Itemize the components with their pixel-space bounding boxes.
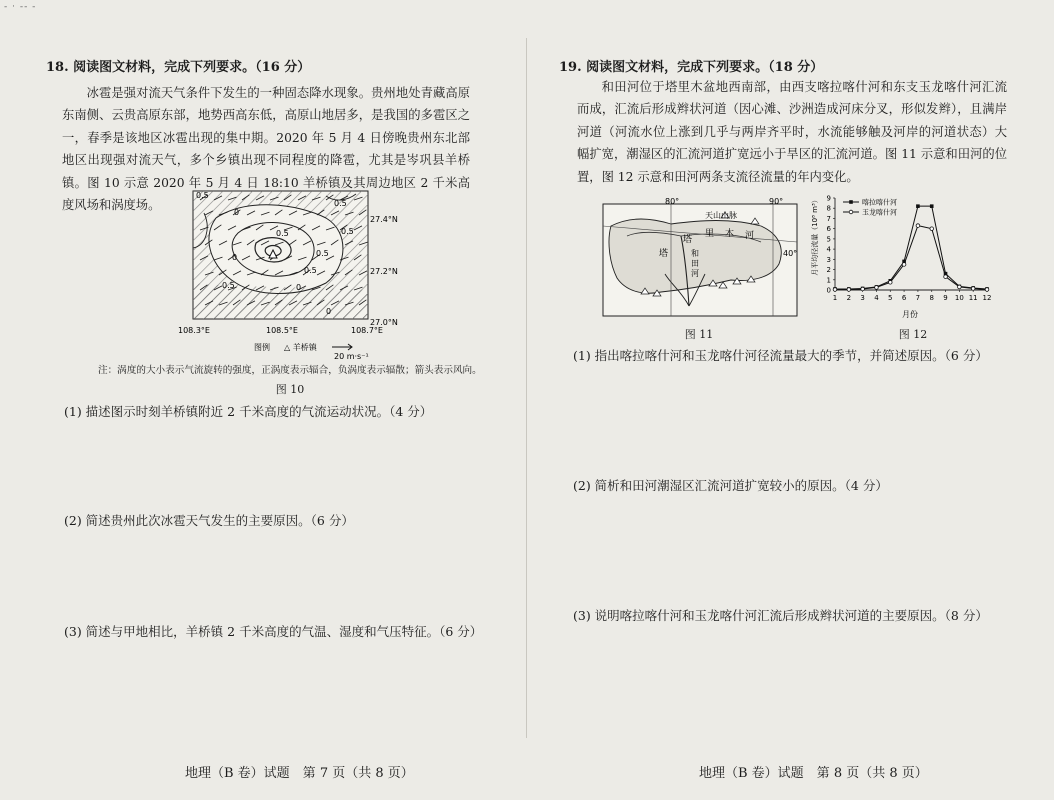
y-tick-label: 0 bbox=[826, 286, 831, 295]
place-label: 塔 bbox=[659, 249, 669, 259]
q19-paragraph: 和田河位于塔里木盆地西南部，由西支喀拉喀什河和东支玉龙喀什河汇流而成，汇流后形成辫状河道（因心滩、沙洲造成河床分叉，形似发辫），且满岸河道（河流水位上涨到几乎与两岸齐平时，水流能够触及河岸的河道状态）大幅扩宽，潮湿区的汇流河道扩宽远小于旱区的汇流河道。图 11 示意和田河的位置，图 12 示意和田河两条支流径流量的年内变化。 bbox=[577, 80, 1007, 184]
figure-10-caption: 图 10 bbox=[275, 383, 305, 396]
lat-label: 27.0°N bbox=[370, 318, 398, 327]
lon-label: 108.5°E bbox=[266, 326, 298, 335]
contour-label: 0.5 bbox=[341, 227, 354, 236]
data-point-square bbox=[916, 204, 920, 208]
legend-scale: 20 m·s⁻¹ bbox=[334, 352, 369, 360]
x-tick-label: 7 bbox=[915, 294, 921, 302]
figure-11-location-map bbox=[601, 196, 801, 320]
contour-label: 0 bbox=[234, 208, 240, 217]
chart-xlabel: 月份 bbox=[902, 310, 918, 319]
y-tick-label: 6 bbox=[826, 225, 831, 234]
place-label: 河 bbox=[745, 231, 755, 241]
figure-10-wind-vorticity-map bbox=[176, 188, 416, 360]
x-tick-label: 8 bbox=[929, 294, 934, 302]
q18-paragraph: 冰雹是强对流天气条件下发生的一种固态降水现象。贵州地处青藏高原东南侧、云贵高原东部，地势西高东低，高原山地居多，是我国的多雹区之一，春季是该地区冰雹出现的集中期。2020 年 5 月 4 日傍晚贵州东北部地区出现强对流天气，多个乡镇出现不同程度的降雹，尤其是岑巩县羊桥镇。图 10 示意 2020 年 5 月 4 日 18:10 羊桥镇及其周边地区 2 千米高度风场和涡度场。 bbox=[62, 86, 470, 213]
data-point-circle bbox=[985, 288, 989, 292]
chart-series bbox=[833, 204, 989, 291]
x-tick-label: 2 bbox=[846, 294, 852, 302]
legend-town: △ 羊桥镇 bbox=[284, 343, 317, 352]
figure-12-runoff-chart bbox=[809, 190, 991, 320]
left-footer: 地理（B 卷）试题 第 7 页（共 8 页） bbox=[185, 766, 414, 781]
data-point-circle bbox=[930, 227, 934, 231]
place-label: 里 bbox=[705, 229, 715, 239]
q19-part3: (3) 说明喀拉喀什河和玉龙喀什河汇流后形成辫状河道的主要原因。（8 分） bbox=[573, 608, 988, 623]
corner-mark: - · -- - bbox=[4, 2, 37, 12]
contour-label: 0.5 bbox=[316, 249, 329, 258]
legend-marker bbox=[849, 200, 853, 204]
place-label: 和 bbox=[691, 249, 699, 258]
place-label: 河 bbox=[691, 269, 699, 278]
chart-ylabel: 月平均径流量（10⁸ m³） bbox=[811, 196, 819, 276]
q19-title: 19. 阅读图文材料，完成下列要求。（18 分） bbox=[559, 60, 824, 75]
q18-part3: (3) 简述与甲地相比，羊桥镇 2 千米高度的气温、湿度和气压特征。（6 分） bbox=[64, 624, 483, 639]
data-point-circle bbox=[847, 288, 851, 292]
q18-title: 18. 阅读图文材料，完成下列要求。（16 分） bbox=[46, 60, 311, 75]
data-point-circle bbox=[916, 224, 920, 228]
x-tick-label: 10 bbox=[954, 294, 964, 302]
y-tick-label: 3 bbox=[826, 255, 831, 264]
q18-part2: (2) 简述贵州此次冰雹天气发生的主要原因。（6 分） bbox=[64, 513, 354, 528]
lat-label: 27.2°N bbox=[370, 267, 398, 276]
figure-11-caption: 图 11 bbox=[684, 328, 714, 341]
chart-legend bbox=[843, 198, 897, 217]
y-tick-label: 4 bbox=[826, 245, 831, 254]
place-label: 木 bbox=[725, 229, 735, 239]
lat-label: 27.4°N bbox=[370, 215, 398, 224]
contour-label: 0 bbox=[232, 253, 238, 262]
place-label: 天山山脉 bbox=[705, 211, 737, 220]
right-footer: 地理（B 卷）试题 第 8 页（共 8 页） bbox=[699, 766, 928, 781]
contour-label: 0.5 bbox=[334, 199, 347, 208]
lon-label: 108.3°E bbox=[178, 326, 210, 335]
lat-label: 40° bbox=[783, 249, 798, 258]
figure-12-caption: 图 12 bbox=[898, 328, 928, 341]
data-point-circle bbox=[875, 286, 879, 290]
contour-label: 0.5 bbox=[222, 281, 235, 290]
y-tick-label: 8 bbox=[826, 204, 831, 213]
contour-label: 0 bbox=[326, 307, 332, 316]
data-point-circle bbox=[958, 285, 962, 289]
q18-part1: (1) 描述图示时刻羊桥镇附近 2 千米高度的气流运动状况。（4 分） bbox=[64, 404, 433, 419]
data-point-square bbox=[930, 204, 934, 208]
legend-marker bbox=[849, 210, 853, 214]
data-point-circle bbox=[971, 287, 975, 291]
place-label: 田 bbox=[691, 259, 699, 268]
data-point-circle bbox=[944, 275, 948, 279]
y-tick-label: 1 bbox=[826, 276, 831, 285]
x-tick-label: 5 bbox=[888, 294, 893, 302]
right-page bbox=[527, 0, 1054, 800]
legend-label: 图例 bbox=[254, 343, 270, 352]
data-point-circle bbox=[861, 287, 865, 291]
y-tick-label: 9 bbox=[826, 194, 831, 203]
x-tick-label: 4 bbox=[874, 294, 879, 302]
place-label: 塔 bbox=[683, 235, 693, 245]
contour-label: 0 bbox=[296, 283, 302, 292]
x-tick-label: 11 bbox=[968, 294, 978, 302]
data-point-circle bbox=[888, 281, 892, 285]
x-tick-label: 9 bbox=[943, 294, 948, 302]
x-tick-label: 1 bbox=[832, 294, 838, 302]
y-tick-label: 5 bbox=[826, 235, 831, 244]
series-line bbox=[835, 206, 987, 289]
lon-label: 108.7°E bbox=[351, 326, 383, 335]
y-tick-label: 2 bbox=[826, 266, 831, 275]
data-point-circle bbox=[902, 263, 906, 267]
y-tick-label: 7 bbox=[826, 214, 831, 223]
lon-label: 90° bbox=[769, 197, 784, 206]
lon-label: 80° bbox=[665, 197, 680, 206]
x-tick-label: 12 bbox=[982, 294, 991, 302]
contour-label: 0.5 bbox=[276, 229, 289, 238]
x-tick-label: 3 bbox=[860, 294, 865, 302]
data-point-circle bbox=[833, 288, 837, 292]
q19-part2: (2) 简析和田河潮湿区汇流河道扩宽较小的原因。（4 分） bbox=[573, 478, 888, 493]
legend-label: 喀拉喀什河 bbox=[862, 198, 897, 207]
legend-label: 玉龙喀什河 bbox=[862, 208, 897, 217]
contour-label: 0.5 bbox=[304, 266, 317, 275]
q19-part1: (1) 指出喀拉喀什河和玉龙喀什河径流量最大的季节，并简述原因。（6 分） bbox=[573, 348, 988, 363]
contour-label: 0.5 bbox=[196, 191, 209, 200]
x-tick-label: 6 bbox=[901, 294, 907, 302]
figure-10-note: 注：涡度的大小表示气流旋转的强度，正涡度表示辐合，负涡度表示辐散；箭头表示风向。 bbox=[98, 365, 482, 376]
